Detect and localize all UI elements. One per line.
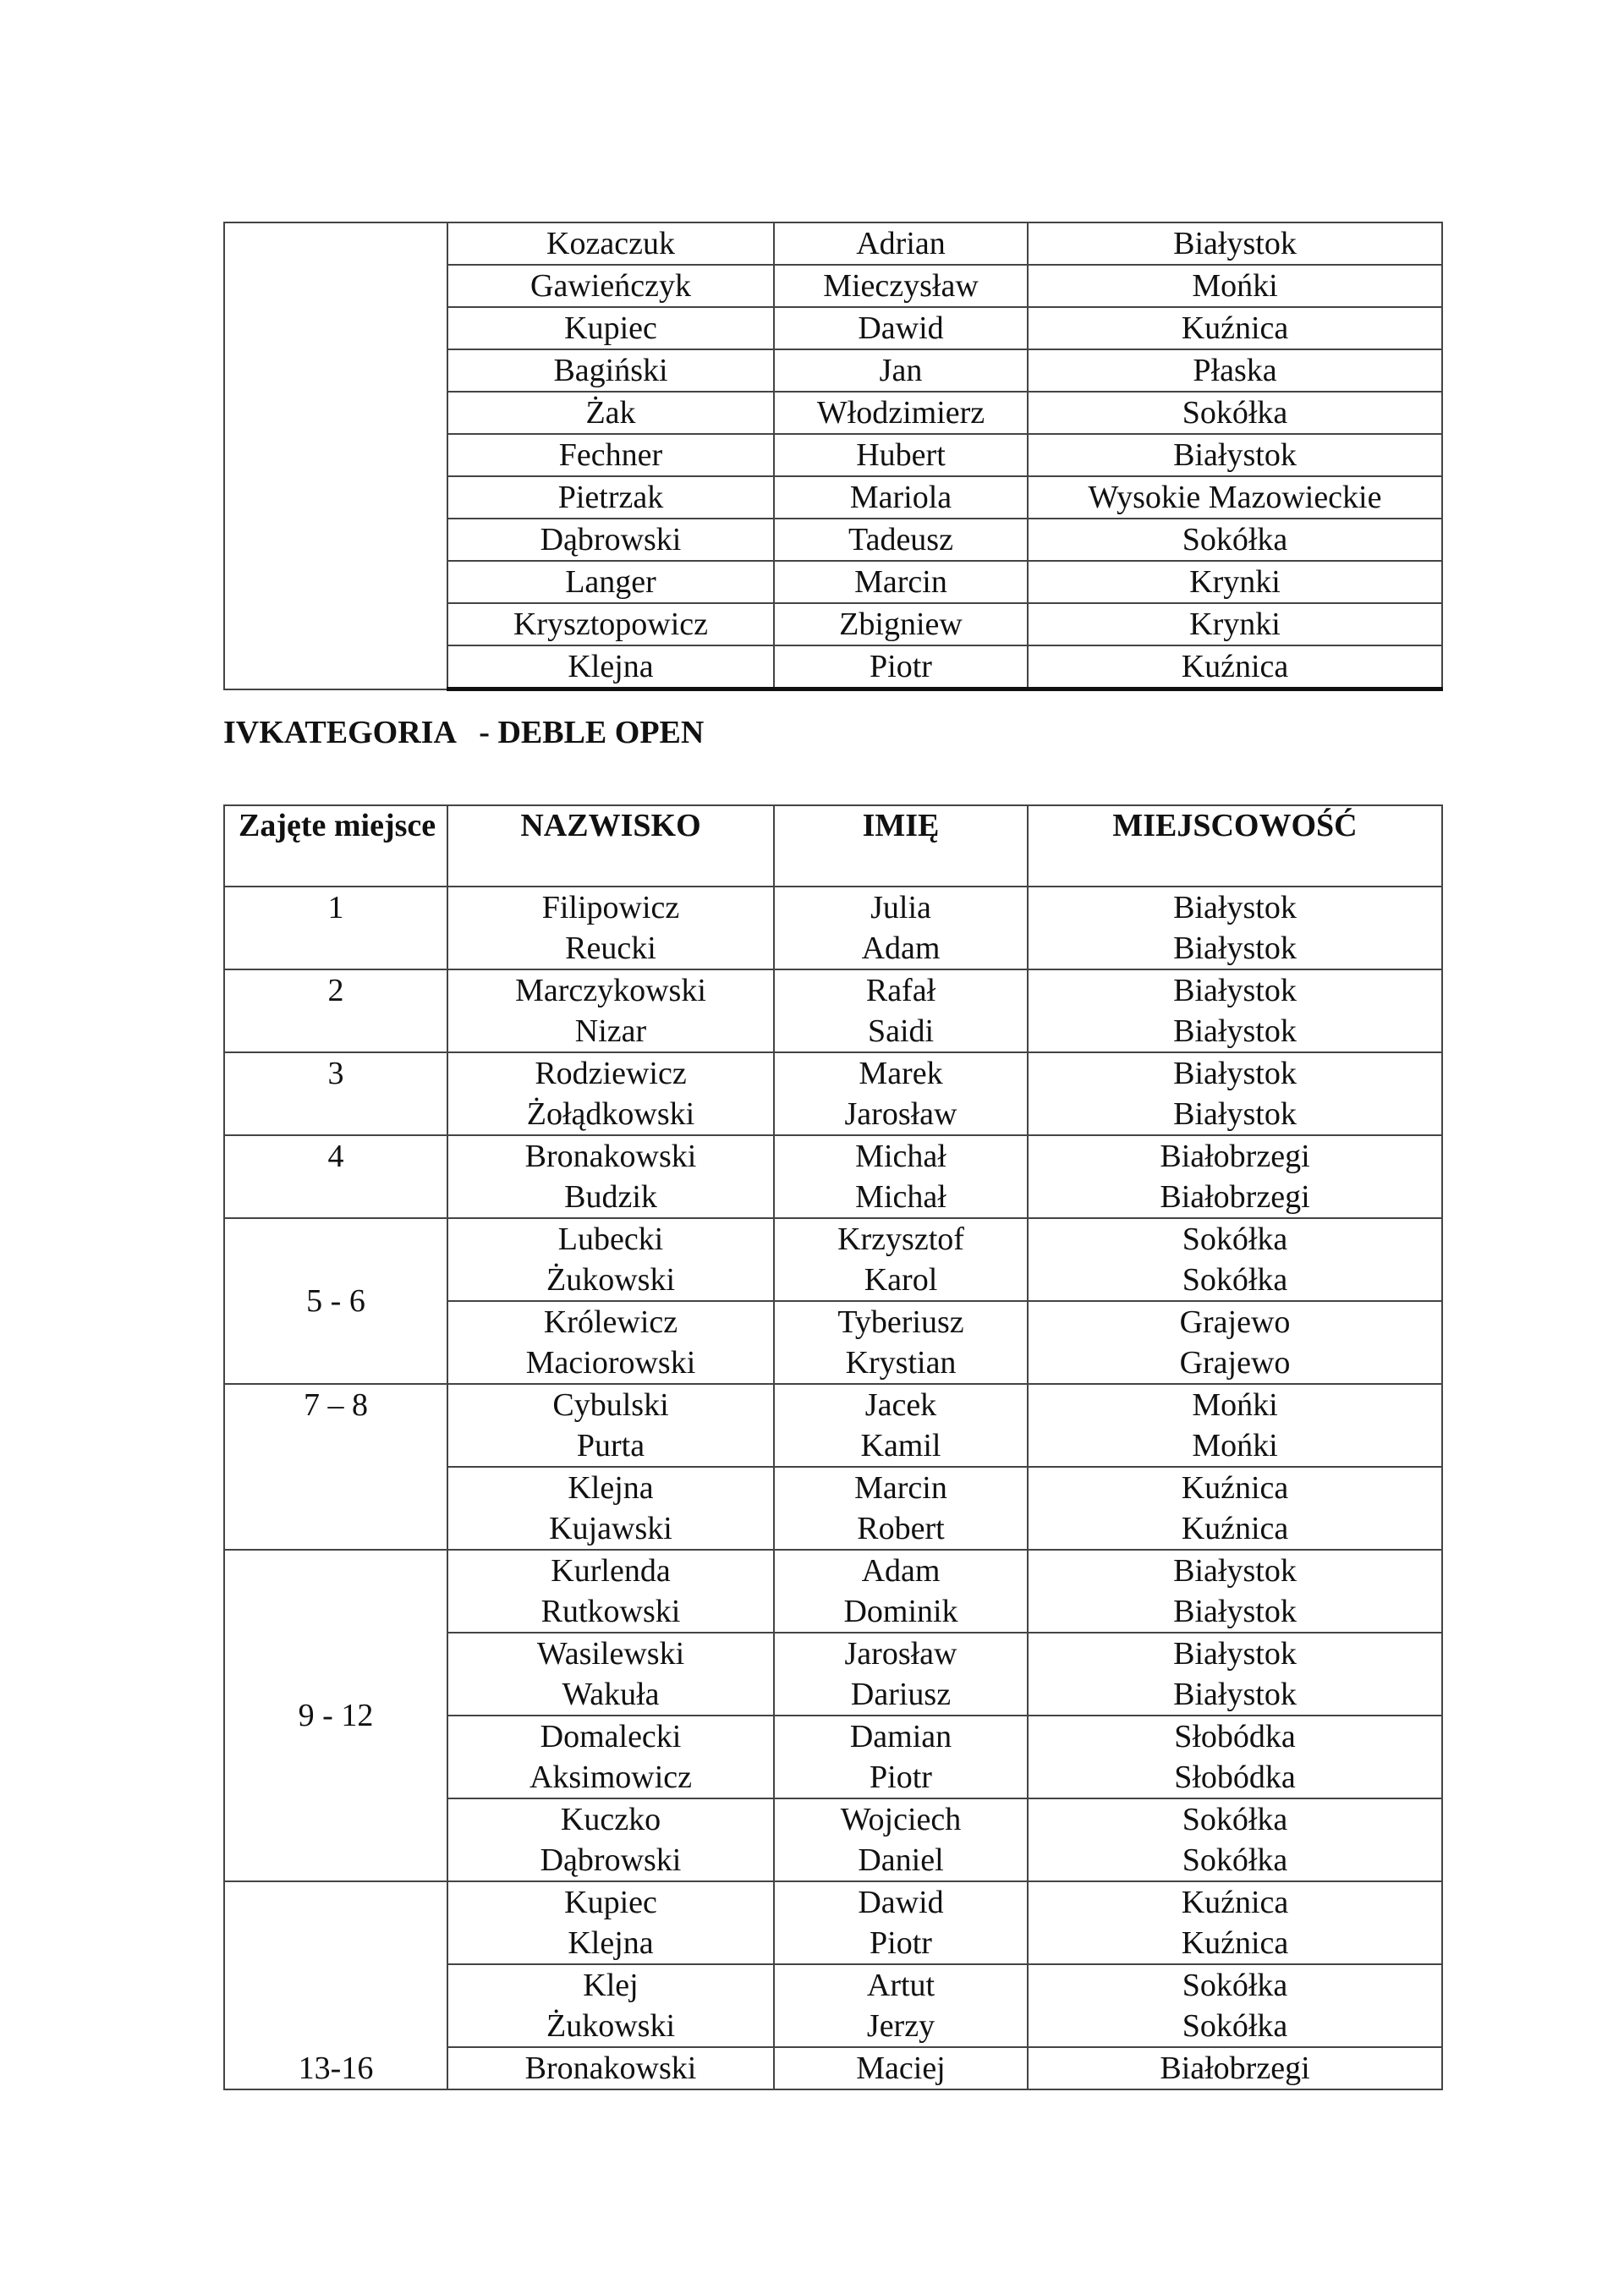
first-name-cell: Włodzimierz — [774, 392, 1028, 434]
cell-line: Sokółka — [1182, 1968, 1288, 2003]
cell-line: Królewicz — [543, 1304, 678, 1340]
first-name-cell: Mariola — [774, 476, 1028, 519]
cell-line: Wojciech — [840, 1802, 962, 1837]
cell-line: Julia — [870, 890, 931, 925]
cell-line: Białystok — [1173, 1636, 1297, 1672]
city-cell — [1028, 1550, 1442, 1633]
table-row — [224, 222, 1442, 265]
cell-line: Kuźnica — [1181, 1885, 1289, 1920]
cell-line: Białystok — [1173, 1013, 1297, 1049]
first-name-cell — [774, 1052, 1028, 1135]
city-cell — [1028, 1798, 1442, 1881]
cell-line: Sokółka — [1182, 1222, 1288, 1257]
cell-line: Kurlenda — [551, 1553, 671, 1589]
cell-line: Domalecki — [540, 1719, 682, 1754]
cell-line: Piotr — [870, 1925, 932, 1961]
cell-line: Białystok — [1173, 1677, 1297, 1712]
surname-cell: Kupiec — [447, 307, 774, 349]
surname-cell: Langer — [447, 561, 774, 603]
cell-line: Białystok — [1173, 1553, 1297, 1589]
cell-line: Kupiec — [564, 1885, 657, 1920]
first-name-cell: Zbigniew — [774, 603, 1028, 645]
cell-line: Sokółka — [1182, 1842, 1288, 1878]
city-cell: Sokółka — [1028, 519, 1442, 561]
cell-line: Dominik — [843, 1594, 958, 1629]
first-name-cell — [774, 1633, 1028, 1716]
cell-line: Bronakowski — [524, 2051, 697, 2086]
first-name-cell — [774, 2047, 1028, 2089]
cell-line: Kujawski — [549, 1511, 672, 1546]
first-name-cell — [774, 1301, 1028, 1384]
surname-cell: Żak — [447, 392, 774, 434]
city-cell — [1028, 969, 1442, 1052]
cell-line: Artut — [866, 1968, 935, 2003]
surname-cell — [447, 2047, 774, 2089]
city-cell: Kuźnica — [1028, 645, 1442, 689]
cell-line: Dąbrowski — [540, 1842, 682, 1878]
results-table-continued — [223, 222, 1443, 691]
city-cell — [1028, 1467, 1442, 1550]
cell-line: Grajewo — [1179, 1304, 1291, 1340]
pair-row — [224, 1881, 1442, 1964]
cell-line: Jarosław — [844, 1096, 957, 1132]
city-cell — [1028, 1384, 1442, 1467]
header-surname: NAZWISKO — [447, 805, 774, 887]
city-cell — [1028, 1881, 1442, 1964]
place-cell: 3 — [224, 1052, 447, 1135]
cell-line: Saidi — [867, 1013, 935, 1049]
cell-line: Lubecki — [557, 1222, 664, 1257]
cell-line: Marek — [859, 1056, 943, 1091]
first-name-cell — [774, 887, 1028, 969]
cell-line: Kuźnica — [1181, 1925, 1289, 1961]
surname-cell — [447, 1798, 774, 1881]
cell-line: Dawid — [858, 1885, 944, 1920]
cell-line: Michał — [855, 1139, 946, 1174]
city-cell: Wysokie Mazowieckie — [1028, 476, 1442, 519]
surname-cell: Bagiński — [447, 349, 774, 392]
cell-line: Daniel — [858, 1842, 944, 1878]
place-cell: 2 — [224, 969, 447, 1052]
first-name-cell: Piotr — [774, 645, 1028, 689]
cell-line: Grajewo — [1179, 1345, 1291, 1381]
city-cell: Krynki — [1028, 561, 1442, 603]
surname-cell: Krysztopowicz — [447, 603, 774, 645]
cell-line: Dariusz — [850, 1677, 952, 1712]
first-name-cell — [774, 969, 1028, 1052]
cell-line: Maciorowski — [525, 1345, 696, 1381]
surname-cell — [447, 1633, 774, 1716]
cell-line: Filipowicz — [541, 890, 680, 925]
city-cell: Mońki — [1028, 265, 1442, 307]
cell-line: Białystok — [1173, 890, 1297, 925]
cell-line: Aksimowicz — [529, 1760, 693, 1795]
first-name-cell — [774, 1384, 1028, 1467]
header-city: MIEJSCOWOŚĆ — [1028, 805, 1442, 887]
cell-line: Nizar — [574, 1013, 647, 1049]
cell-line: Klej — [583, 1968, 639, 2003]
cell-line: Kuczko — [560, 1802, 661, 1837]
cell-line: Sokółka — [1182, 2008, 1288, 2044]
cell-line: Marczykowski — [515, 973, 706, 1008]
place-cell: 13-16 — [224, 1881, 447, 2089]
surname-cell — [447, 1218, 774, 1301]
cell-line: Żołądkowski — [526, 1096, 695, 1132]
city-cell: Płaska — [1028, 349, 1442, 392]
doubles-results-table — [223, 804, 1443, 2090]
cell-line: Białobrzegi — [1160, 1179, 1310, 1215]
surname-cell — [447, 1135, 774, 1218]
cell-line: Piotr — [870, 1760, 932, 1795]
pair-row — [224, 1218, 1442, 1301]
section-heading: IVKATEGORIA - DEBLE OPEN — [223, 715, 705, 750]
city-cell — [1028, 1218, 1442, 1301]
cell-line: Tyberiusz — [837, 1304, 964, 1340]
surname-cell — [447, 1467, 774, 1550]
cell-line: Jacek — [864, 1387, 937, 1423]
cell-line: Wakuła — [562, 1677, 660, 1712]
city-cell — [1028, 1052, 1442, 1135]
first-name-cell — [774, 1550, 1028, 1633]
first-name-cell: Tadeusz — [774, 519, 1028, 561]
first-name-cell — [774, 1798, 1028, 1881]
cell-line: Rodziewicz — [535, 1056, 687, 1091]
cell-line: Krzysztof — [837, 1222, 964, 1257]
place-cell: 1 — [224, 887, 447, 969]
surname-cell — [447, 887, 774, 969]
surname-cell: Dąbrowski — [447, 519, 774, 561]
city-cell — [1028, 1301, 1442, 1384]
cell-line: Słobódka — [1174, 1719, 1296, 1754]
surname-cell: Klejna — [447, 645, 774, 689]
first-name-cell: Dawid — [774, 307, 1028, 349]
surname-cell — [447, 1964, 774, 2047]
cell-line: Adam — [861, 1553, 941, 1589]
cell-line: Jarosław — [844, 1636, 957, 1672]
cell-line: Krystian — [845, 1345, 957, 1381]
first-name-cell — [774, 1881, 1028, 1964]
surname-cell: Pietrzak — [447, 476, 774, 519]
city-cell: Białystok — [1028, 222, 1442, 265]
cell-line: Reucki — [565, 931, 656, 966]
place-cell: 4 — [224, 1135, 447, 1218]
cell-line: Rafał — [865, 973, 936, 1008]
first-name-cell — [774, 1135, 1028, 1218]
first-name-cell — [774, 1716, 1028, 1798]
city-cell — [1028, 2047, 1442, 2089]
surname-cell: Fechner — [447, 434, 774, 476]
surname-cell — [447, 1550, 774, 1633]
cell-line: Mońki — [1192, 1428, 1278, 1463]
cell-line: Klejna — [568, 1470, 654, 1506]
cell-line: Maciej — [856, 2051, 946, 2086]
cell-line: Robert — [857, 1511, 945, 1546]
cell-line: Adam — [861, 931, 941, 966]
cell-line: Białystok — [1173, 931, 1297, 966]
pair-row — [224, 887, 1442, 969]
place-cell: 5 - 6 — [224, 1218, 447, 1384]
first-name-cell: Marcin — [774, 561, 1028, 603]
cell-line: Białystok — [1173, 1056, 1297, 1091]
table-header-row — [224, 805, 1442, 887]
city-cell: Krynki — [1028, 603, 1442, 645]
cell-line: Białystok — [1173, 1594, 1297, 1629]
cell-line: Jerzy — [866, 2008, 935, 2044]
cell-line: Damian — [849, 1719, 952, 1754]
city-cell — [1028, 1633, 1442, 1716]
pair-row — [224, 1052, 1442, 1135]
cell-line: Karol — [864, 1262, 938, 1298]
city-cell: Kuźnica — [1028, 307, 1442, 349]
cell-line: Cybulski — [552, 1387, 669, 1423]
pair-row — [224, 1550, 1442, 1633]
surname-cell — [447, 1301, 774, 1384]
cell-line: Bronakowski — [524, 1139, 697, 1174]
cell-line: Kamil — [860, 1428, 941, 1463]
surname-cell — [447, 1716, 774, 1798]
cell-line: Kuźnica — [1181, 1470, 1289, 1506]
place-cell: 7 – 8 — [224, 1384, 447, 1550]
cell-line: Budzik — [564, 1179, 657, 1215]
first-name-cell — [774, 1964, 1028, 2047]
cell-line: Kuźnica — [1181, 1511, 1289, 1546]
cell-line: Purta — [576, 1428, 645, 1463]
cell-line: Rutkowski — [540, 1594, 681, 1629]
city-cell: Sokółka — [1028, 392, 1442, 434]
city-cell — [1028, 887, 1442, 969]
cell-line: Białobrzegi — [1160, 2051, 1310, 2086]
surname-cell: Kozaczuk — [447, 222, 774, 265]
cell-line: Marcin — [854, 1470, 947, 1506]
cell-line: Słobódka — [1174, 1760, 1296, 1795]
cell-line: Białystok — [1173, 1096, 1297, 1132]
first-name-cell: Mieczysław — [774, 265, 1028, 307]
cell-line: Sokółka — [1182, 1262, 1288, 1298]
first-name-cell — [774, 1467, 1028, 1550]
pair-row — [224, 1135, 1442, 1218]
city-cell — [1028, 1135, 1442, 1218]
city-cell — [1028, 1964, 1442, 2047]
cell-line: Mońki — [1192, 1387, 1278, 1423]
pair-row — [224, 1384, 1442, 1467]
surname-cell: Gawieńczyk — [447, 265, 774, 307]
cell-line: Sokółka — [1182, 1802, 1288, 1837]
cell-line: Żukowski — [546, 2008, 675, 2044]
surname-cell — [447, 1384, 774, 1467]
cell-line: Klejna — [568, 1925, 654, 1961]
surname-cell — [447, 1052, 774, 1135]
surname-cell — [447, 1881, 774, 1964]
cell-line: Białystok — [1173, 973, 1297, 1008]
cell-line: Michał — [855, 1179, 946, 1215]
place-cell: 9 - 12 — [224, 1550, 447, 1881]
cell-line: Wasilewski — [536, 1636, 685, 1672]
cell-line: Żukowski — [546, 1262, 675, 1298]
first-name-cell — [774, 1218, 1028, 1301]
surname-cell — [447, 969, 774, 1052]
first-name-cell: Jan — [774, 349, 1028, 392]
city-cell: Białystok — [1028, 434, 1442, 476]
cell-line: Białobrzegi — [1160, 1139, 1310, 1174]
city-cell — [1028, 1716, 1442, 1798]
pair-row — [224, 969, 1442, 1052]
header-first-name: IMIĘ — [774, 805, 1028, 887]
first-name-cell: Hubert — [774, 434, 1028, 476]
first-name-cell: Adrian — [774, 222, 1028, 265]
header-place: Zajęte miejsce — [224, 805, 447, 887]
place-cell-empty — [224, 222, 447, 689]
